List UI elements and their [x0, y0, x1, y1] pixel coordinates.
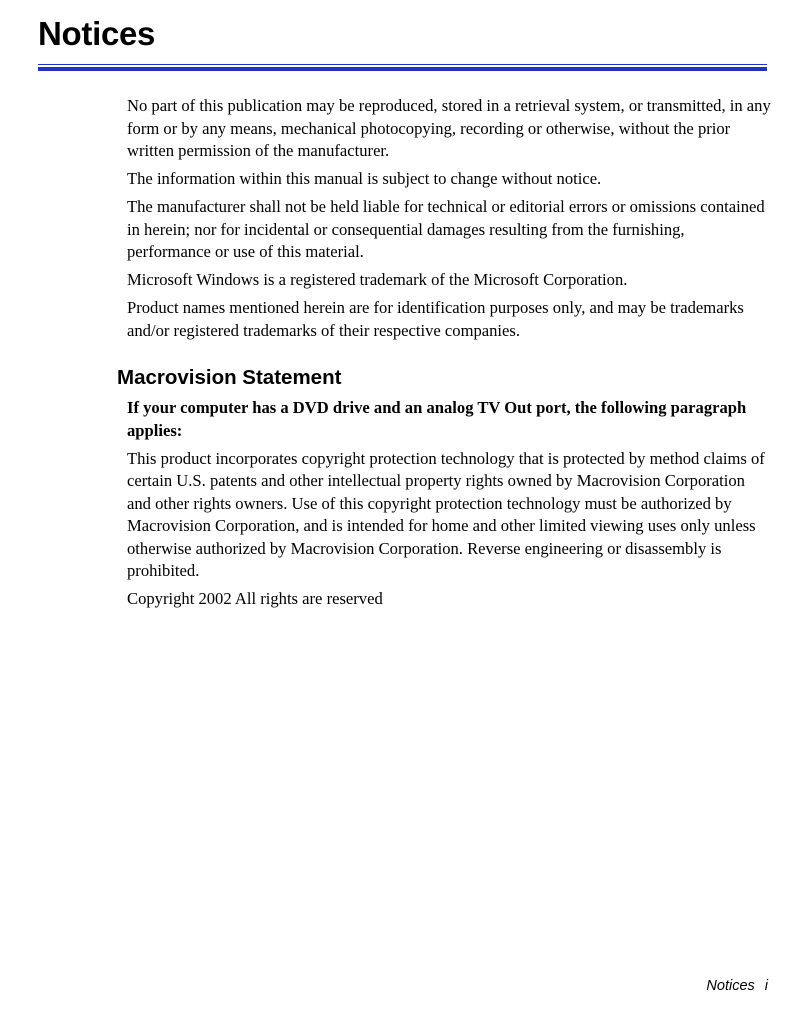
footer-section-name: Notices	[706, 978, 755, 994]
notice-paragraph-reproduction: No part of this publication may be reproduced, stored in a retrieval system, or transmitted, in any form or by any means, mechanical photocopying, recording or otherwise, without the prior written permission of the manufacturer.	[127, 96, 771, 160]
title-rule-thick	[38, 67, 767, 71]
page-footer	[706, 976, 768, 996]
footer-page-number: i	[764, 978, 768, 994]
notice-paragraph-trademarks: Product names mentioned herein are for identification purposes only, and may be trademarks and/or registered trademarks of their respective companies.	[127, 298, 744, 340]
copyright-line: Copyright 2002 All rights are reserved	[127, 589, 383, 608]
notices-section	[127, 95, 771, 348]
notice-paragraph-liability: The manufacturer shall not be held liable for technical or editorial errors or omissions contained in herein; nor for incidental or consequential damages resulting from the furnishing, performance or use of this material.	[127, 197, 765, 261]
title-rule-thin	[38, 64, 767, 65]
page-title: Notices	[38, 15, 156, 52]
macrovision-section	[127, 397, 771, 616]
macrovision-body: This product incorporates copyright protection technology that is protected by method claims of certain U.S. patents and other intellectual property rights owned by Macrovision Corporation and other rights owners. Use of this copyright protection technology must be authorized by Macrovision Corporation, and is intended for home and other limited viewing uses only unless otherwise authorized by Macrovision Corporation. Reverse engineering or disassembly is prohibited.	[127, 448, 765, 580]
macrovision-heading: Macrovision Statement	[117, 366, 342, 389]
title-rule	[38, 64, 767, 71]
notice-paragraph-change: The information within this manual is subject to change without notice.	[127, 169, 602, 188]
notice-paragraph-microsoft: Microsoft Windows is a registered trademark of the Microsoft Corporation.	[127, 270, 628, 289]
macrovision-lead: If your computer has a DVD drive and an analog TV Out port, the following paragraph applies:	[127, 398, 747, 440]
